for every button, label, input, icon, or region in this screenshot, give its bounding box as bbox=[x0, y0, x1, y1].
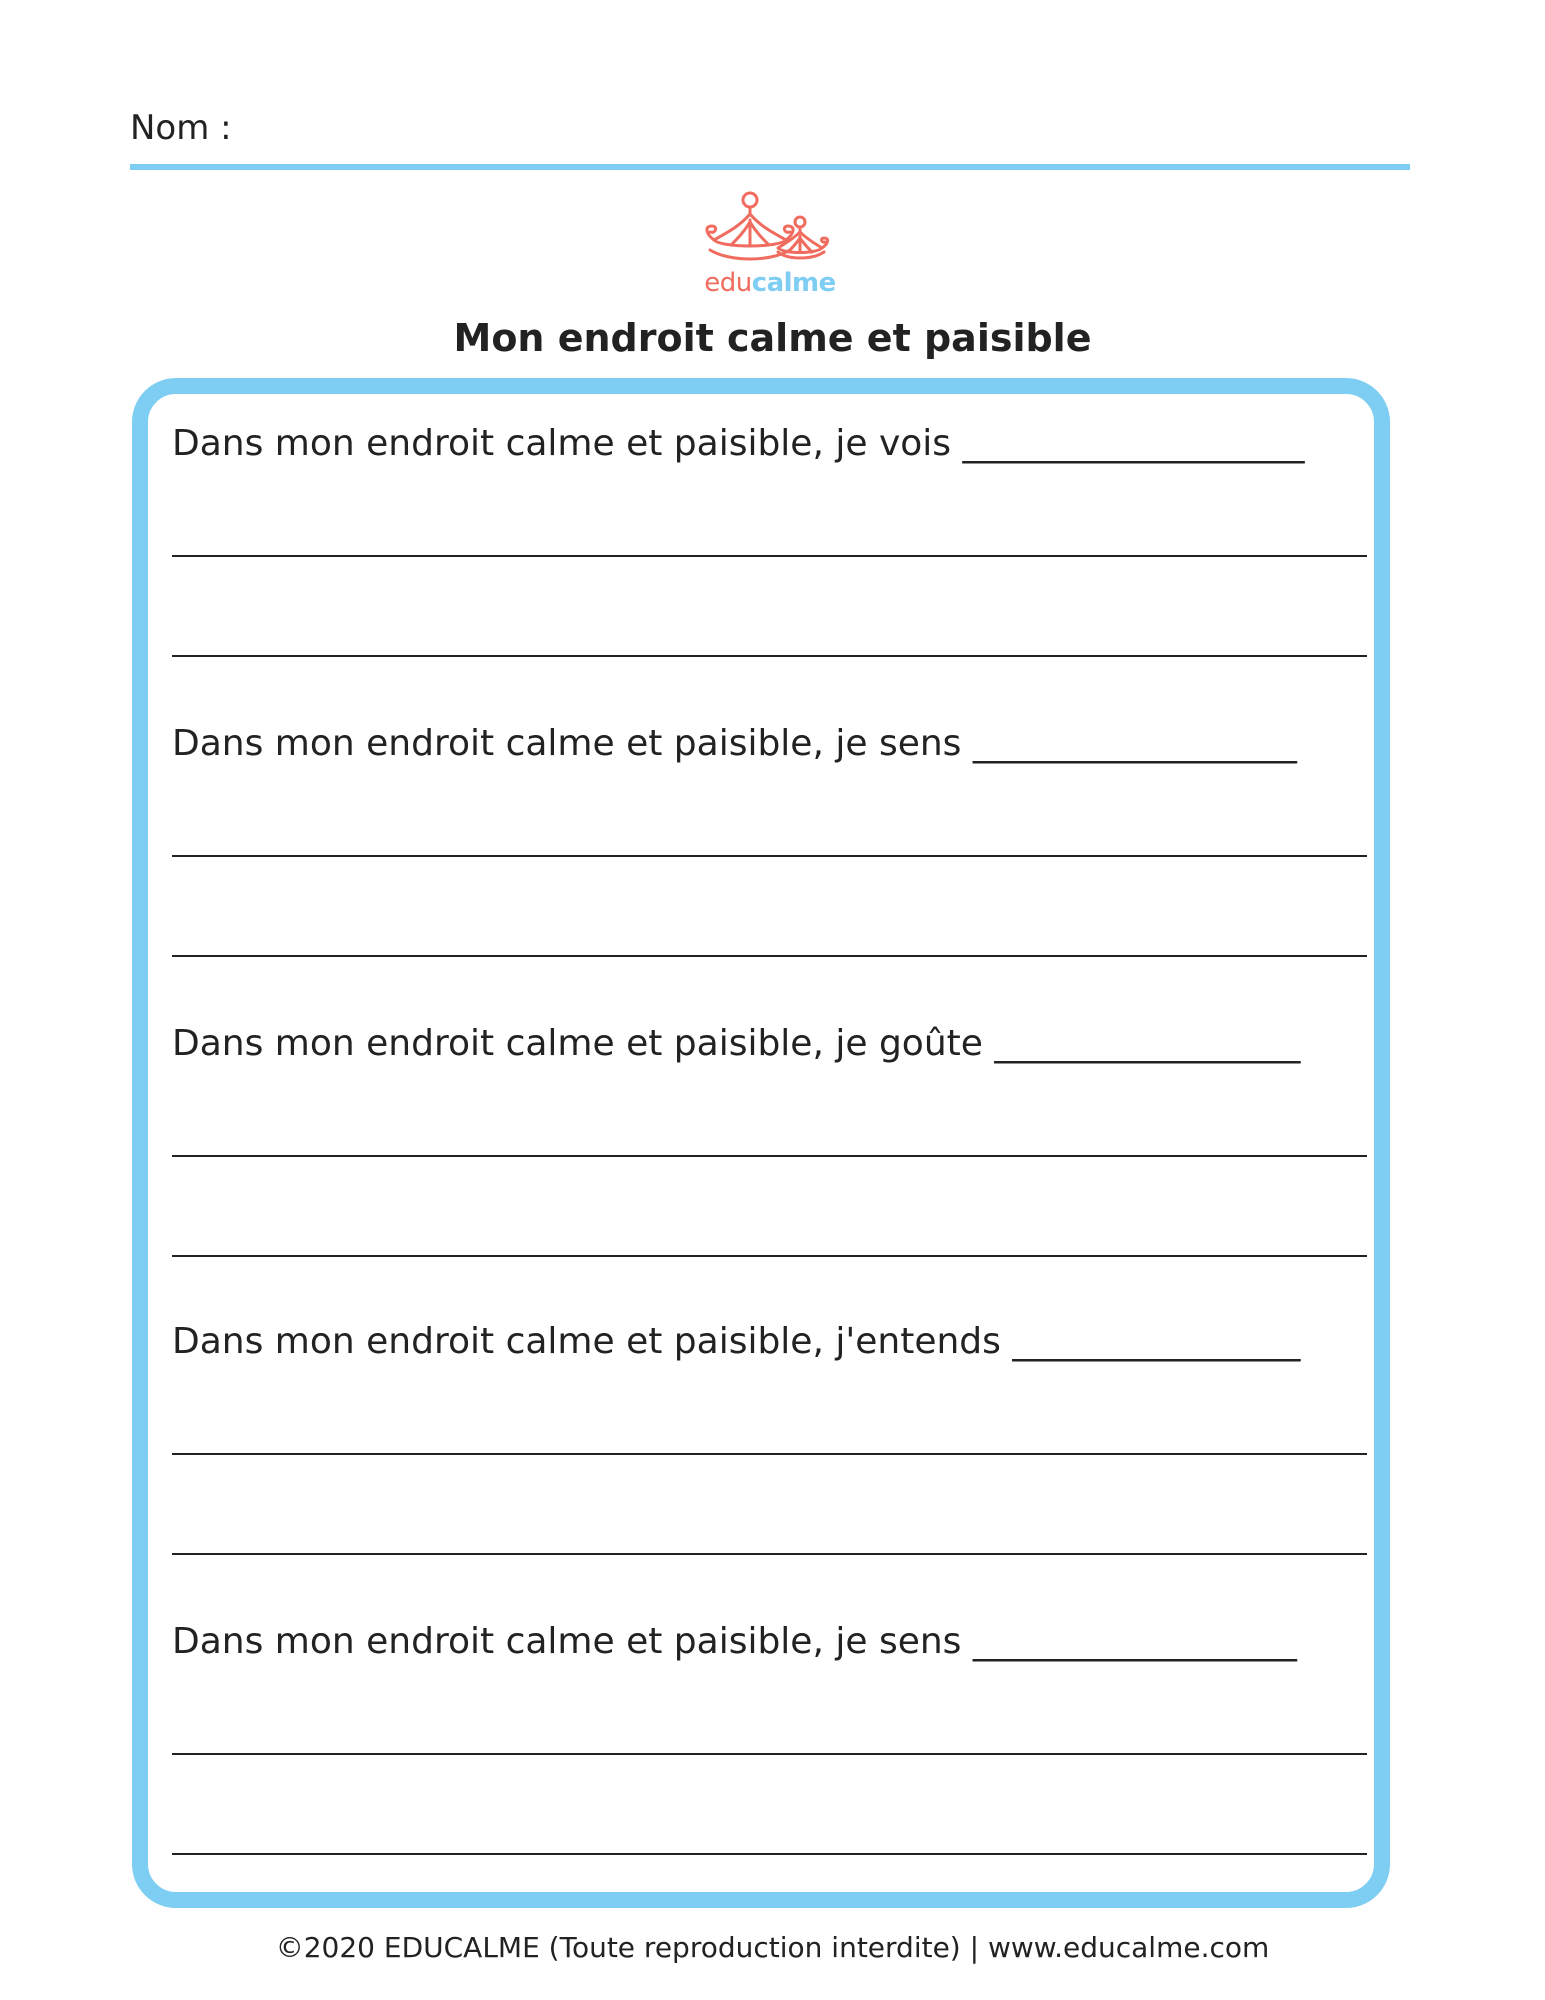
answer-line bbox=[172, 1853, 1367, 1855]
logo-text-edu: edu bbox=[704, 268, 752, 298]
prompt-sentence: Dans mon endroit calme et paisible, je goûte _________________ bbox=[172, 1023, 1301, 1064]
answer-line bbox=[172, 655, 1367, 657]
answer-line bbox=[172, 1453, 1367, 1455]
meditation-figures-icon bbox=[700, 190, 840, 270]
prompt-sentence: Dans mon endroit calme et paisible, j'entends ________________ bbox=[172, 1321, 1301, 1362]
answer-line bbox=[172, 955, 1367, 957]
answer-line bbox=[172, 1753, 1367, 1755]
prompt-sentence: Dans mon endroit calme et paisible, je sens __________________ bbox=[172, 723, 1297, 764]
name-underline bbox=[130, 164, 1410, 170]
logo-text-calme: calme bbox=[751, 268, 836, 298]
prompt-sentence: Dans mon endroit calme et paisible, je sens __________________ bbox=[172, 1621, 1297, 1662]
answer-line bbox=[172, 1155, 1367, 1157]
answer-line bbox=[172, 1255, 1367, 1257]
copyright-footer: ©2020 EDUCALME (Toute reproduction interdite) | www.educalme.com bbox=[275, 1931, 1270, 1964]
answer-line bbox=[172, 1553, 1367, 1555]
logo-wordmark bbox=[700, 268, 840, 298]
answer-line bbox=[172, 555, 1367, 557]
educalme-logo bbox=[700, 190, 840, 305]
worksheet-frame bbox=[132, 378, 1390, 1908]
answer-line bbox=[172, 855, 1367, 857]
prompt-sentence: Dans mon endroit calme et paisible, je vois ___________________ bbox=[172, 423, 1305, 464]
page-title: Mon endroit calme et paisible bbox=[453, 316, 1092, 360]
name-label: Nom : bbox=[130, 108, 232, 148]
